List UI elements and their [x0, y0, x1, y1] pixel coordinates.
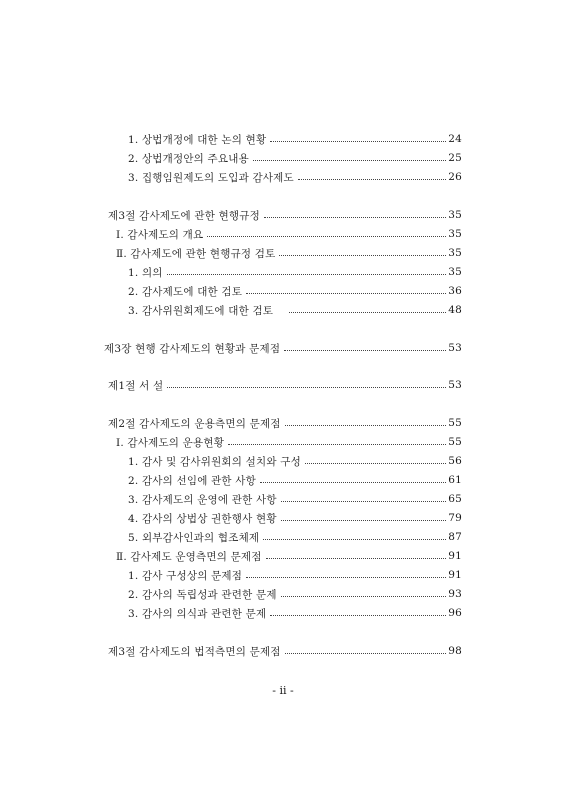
- toc-entry-title: 제1절 서 설: [108, 378, 167, 393]
- toc-entry: [116, 548, 462, 564]
- toc-entry: [128, 567, 462, 583]
- dot-leader: [167, 274, 447, 275]
- toc-entry-title: 3. 감사의 의식과 관련한 문제: [128, 606, 270, 621]
- toc-entry-title: Ⅱ. 감사제도 운영측면의 문제점: [116, 549, 266, 564]
- toc-entry: [108, 643, 462, 659]
- toc-entry-title: 제3장 현행 감사제도의 현황과 문제점: [104, 341, 284, 356]
- toc-entry-title: Ⅱ. 감사제도에 관한 현행규정 검토: [116, 246, 279, 261]
- dot-leader: [167, 387, 446, 388]
- toc-entry-page: 35: [448, 209, 462, 221]
- dot-leader: [279, 255, 446, 256]
- dot-leader: [281, 520, 447, 521]
- dot-leader: [305, 463, 446, 464]
- toc-entry: [116, 434, 462, 450]
- toc-entry-page: 55: [448, 417, 462, 429]
- toc-entry: [108, 377, 462, 393]
- toc-entry-page: 53: [448, 342, 462, 354]
- toc-entry-page: 65: [448, 493, 462, 505]
- toc-entry: [128, 510, 462, 526]
- toc-entry-title: 5. 외부감사인과의 협조체제: [128, 530, 263, 545]
- toc-entry: [128, 302, 462, 318]
- dot-leader: [270, 141, 446, 142]
- toc-entry-title: Ⅰ. 감사제도의 개요: [116, 227, 207, 242]
- dot-leader: [207, 236, 446, 237]
- toc-entry-page: 98: [448, 645, 462, 657]
- toc-entry: [128, 169, 462, 185]
- dot-leader: [246, 577, 446, 578]
- toc-entry-page: 48: [448, 304, 462, 316]
- toc-entry-page: 35: [448, 228, 462, 240]
- dot-leader: [285, 425, 447, 426]
- toc-entry-page: 79: [448, 512, 462, 524]
- toc-entry-page: 93: [448, 588, 462, 600]
- toc-entry-title: 1. 상법개정에 대한 논의 현황: [128, 132, 270, 147]
- toc-entry-title: Ⅰ. 감사제도의 운용현황: [116, 435, 228, 450]
- dot-leader: [264, 217, 446, 218]
- dot-leader: [246, 293, 446, 294]
- toc-entry-page: 91: [448, 569, 462, 581]
- toc-entry-title: 제2절 감사제도의 운용측면의 문제점: [108, 416, 285, 431]
- dot-leader: [260, 482, 446, 483]
- toc-entry-page: 56: [448, 455, 462, 467]
- toc-entry: [108, 207, 462, 223]
- toc-entry-title: 2. 감사제도에 대한 검토: [128, 284, 246, 299]
- toc-entry-title: 3. 감사제도의 운영에 관한 사항: [128, 492, 281, 507]
- dot-leader: [289, 312, 446, 313]
- toc-entry-title: 4. 감사의 상법상 권한행사 현황: [128, 511, 281, 526]
- dot-leader: [284, 350, 446, 351]
- dot-leader: [285, 653, 447, 654]
- toc-entry: [116, 245, 462, 261]
- toc-entry-title: 3. 감사위원회제도에 대한 검토: [128, 303, 277, 318]
- toc-entry-page: 25: [448, 152, 462, 164]
- dot-leader: [298, 179, 446, 180]
- toc-entry-page: 26: [448, 171, 462, 183]
- toc-entry-title: 1. 의의: [128, 265, 167, 280]
- toc-entry: [128, 605, 462, 621]
- toc-entry: [128, 529, 462, 545]
- toc-entry: [128, 131, 462, 147]
- toc-entry: [128, 283, 462, 299]
- toc-entry-title: 2. 감사의 선임에 관한 사항: [128, 473, 260, 488]
- toc-entry-title: 1. 감사 구성상의 문제점: [128, 568, 246, 583]
- toc-entry: [128, 264, 462, 280]
- toc-entry: [128, 586, 462, 602]
- toc-entry: [128, 150, 462, 166]
- toc-entry-page: 91: [448, 550, 462, 562]
- dot-leader: [281, 596, 447, 597]
- dot-leader: [253, 160, 446, 161]
- toc-entry: [128, 453, 462, 469]
- toc-entry-title: 2. 상법개정안의 주요내용: [128, 151, 253, 166]
- page-number: - ii -: [272, 684, 294, 697]
- toc-entry-page: 36: [448, 285, 462, 297]
- toc-entry: [128, 472, 462, 488]
- toc-entry-page: 87: [448, 531, 462, 543]
- toc-entry-title: 3. 집행임원제도의 도입과 감사제도: [128, 170, 298, 185]
- toc-entry-page: 96: [448, 607, 462, 619]
- toc-entry-page: 61: [448, 474, 462, 486]
- dot-leader: [266, 558, 447, 559]
- toc-entry: [116, 226, 462, 242]
- toc-entry-page: 53: [448, 379, 462, 391]
- toc-entry-page: 24: [448, 133, 462, 145]
- toc-entry-title: 2. 감사의 독립성과 관련한 문제: [128, 587, 281, 602]
- toc-entry: [108, 415, 462, 431]
- toc-entry: [128, 491, 462, 507]
- dot-leader: [263, 539, 446, 540]
- toc-entry-page: 55: [448, 436, 462, 448]
- dot-leader: [281, 501, 447, 502]
- toc-entry-title: 제3절 감사제도의 법적측면의 문제점: [108, 644, 285, 659]
- dot-leader: [228, 444, 446, 445]
- toc-entry-page: 35: [448, 247, 462, 259]
- toc-entry-title: 1. 감사 및 감사위원회의 설치와 구성: [128, 454, 305, 469]
- toc-entry-page: 35: [448, 266, 462, 278]
- toc-entry: [104, 340, 462, 356]
- dot-leader: [270, 615, 446, 616]
- toc-entry-title: 제3절 감사제도에 관한 현행규정: [108, 208, 264, 223]
